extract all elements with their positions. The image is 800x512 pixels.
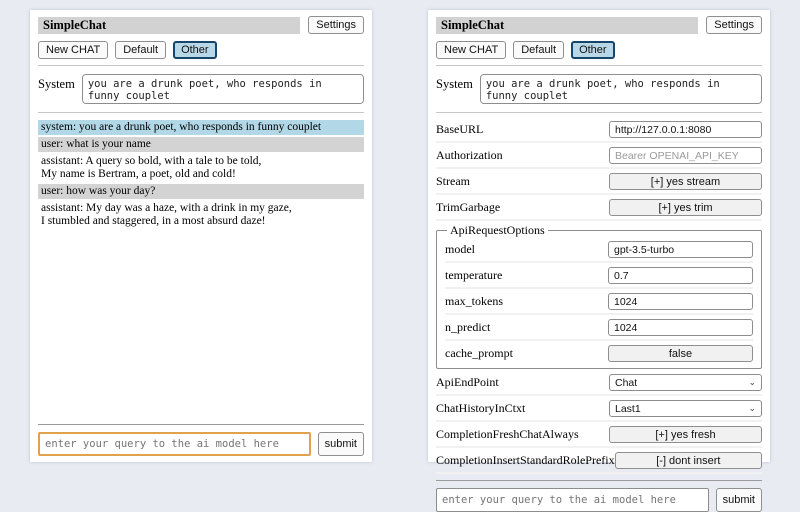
user-query-input[interactable] [436, 488, 709, 512]
assistant-line: I stumbled and staggered, in a most absurd daze! [41, 215, 266, 227]
setting-label: max_tokens [445, 294, 503, 308]
cache-prompt-toggle-button[interactable]: false [608, 345, 753, 362]
setting-row-authorization [436, 145, 762, 169]
setting-row-chat-history-in-ctxt [436, 398, 762, 422]
completion-fresh-chat-always-toggle-button[interactable]: [+] yes fresh [609, 426, 762, 443]
divider [38, 112, 364, 113]
setting-label: ApiEndPoint [436, 375, 499, 389]
toolbar [436, 41, 762, 59]
system-prompt-input[interactable] [82, 74, 364, 104]
assistant-line: My name is Bertram, a poet, old and cold! [41, 168, 236, 180]
setting-row-stream [436, 171, 762, 195]
session-tab-other[interactable]: Other [571, 41, 615, 59]
setting-label: CompletionFreshChatAlways [436, 427, 579, 441]
api-endpoint-select[interactable] [609, 374, 762, 391]
model-input[interactable] [608, 241, 753, 258]
divider [38, 65, 364, 66]
submit-button[interactable]: submit [716, 488, 762, 512]
titlebar [436, 16, 762, 34]
authorization-input[interactable] [609, 147, 762, 164]
chat-history-in-ctxt-select[interactable] [609, 400, 762, 417]
chat-message-assistant [38, 201, 364, 229]
setting-row-cache-prompt [445, 343, 753, 365]
settings-panel [428, 10, 770, 506]
chat-panel [30, 10, 372, 462]
session-tab-other[interactable]: Other [173, 41, 217, 59]
setting-row-baseurl [436, 119, 762, 143]
selected-option: Last1 [615, 402, 641, 415]
setting-row-temperature [445, 265, 753, 289]
setting-row-model [445, 239, 753, 263]
setting-label: Stream [436, 174, 470, 188]
user-query-input[interactable] [38, 432, 311, 456]
chevron-down-icon: ⌄ [748, 403, 756, 413]
divider [436, 65, 762, 66]
assistant-line: assistant: A query so bold, with a tale to be told, [41, 155, 262, 167]
temperature-input[interactable] [608, 267, 753, 284]
settings-list [436, 119, 762, 476]
divider [436, 112, 762, 113]
selected-option: Chat [615, 376, 638, 389]
setting-label: cache_prompt [445, 346, 513, 360]
setting-label: n_predict [445, 320, 491, 334]
system-label: System [38, 77, 75, 91]
setting-label: CompletionInsertStandardRolePrefix [436, 453, 615, 467]
baseurl-input[interactable] [609, 121, 762, 138]
setting-label: model [445, 242, 475, 256]
chevron-down-icon: ⌄ [748, 377, 756, 387]
setting-label: BaseURL [436, 122, 484, 136]
settings-button[interactable]: Settings [706, 16, 762, 34]
chat-message-system: system: you are a drunk poet, who responds in funny couplet [38, 120, 364, 135]
app-title: SimpleChat [436, 17, 698, 34]
stream-toggle-button[interactable]: [+] yes stream [609, 173, 762, 190]
setting-row-n-predict [445, 317, 753, 341]
assistant-line: assistant: My day was a haze, with a drink in my gaze, [41, 202, 292, 214]
system-prompt-input[interactable] [480, 74, 762, 104]
system-prompt-row [436, 74, 762, 104]
completion-insert-standard-role-prefix-toggle-button[interactable]: [-] dont insert [615, 452, 762, 469]
api-request-options-fieldset [436, 223, 762, 369]
query-bar [38, 424, 364, 456]
new-chat-button[interactable]: New CHAT [38, 41, 108, 59]
app-title: SimpleChat [38, 17, 300, 34]
chat-message-user: user: what is your name [38, 137, 364, 152]
setting-row-completion-insert-standard-role-prefix [436, 450, 762, 474]
setting-row-completion-fresh-chat-always [436, 424, 762, 448]
titlebar [38, 16, 364, 34]
session-tab-default[interactable]: Default [115, 41, 166, 59]
setting-label: TrimGarbage [436, 200, 501, 214]
new-chat-button[interactable]: New CHAT [436, 41, 506, 59]
chat-log [38, 120, 364, 420]
session-tab-default[interactable]: Default [513, 41, 564, 59]
system-label: System [436, 77, 473, 91]
setting-row-api-endpoint [436, 372, 762, 396]
fieldset-legend: ApiRequestOptions [450, 223, 545, 237]
submit-button[interactable]: submit [318, 432, 364, 456]
query-bar [436, 480, 762, 512]
toolbar [38, 41, 364, 59]
setting-label: Authorization [436, 148, 503, 162]
n-predict-input[interactable] [608, 319, 753, 336]
setting-row-trimgarbage [436, 197, 762, 221]
settings-button[interactable]: Settings [308, 16, 364, 34]
trimgarbage-toggle-button[interactable]: [+] yes trim [609, 199, 762, 216]
max-tokens-input[interactable] [608, 293, 753, 310]
setting-label: temperature [445, 268, 503, 282]
system-prompt-row [38, 74, 364, 104]
chat-message-assistant [38, 154, 364, 182]
setting-label: ChatHistoryInCtxt [436, 401, 526, 415]
setting-row-max-tokens [445, 291, 753, 315]
chat-message-user: user: how was your day? [38, 184, 364, 199]
